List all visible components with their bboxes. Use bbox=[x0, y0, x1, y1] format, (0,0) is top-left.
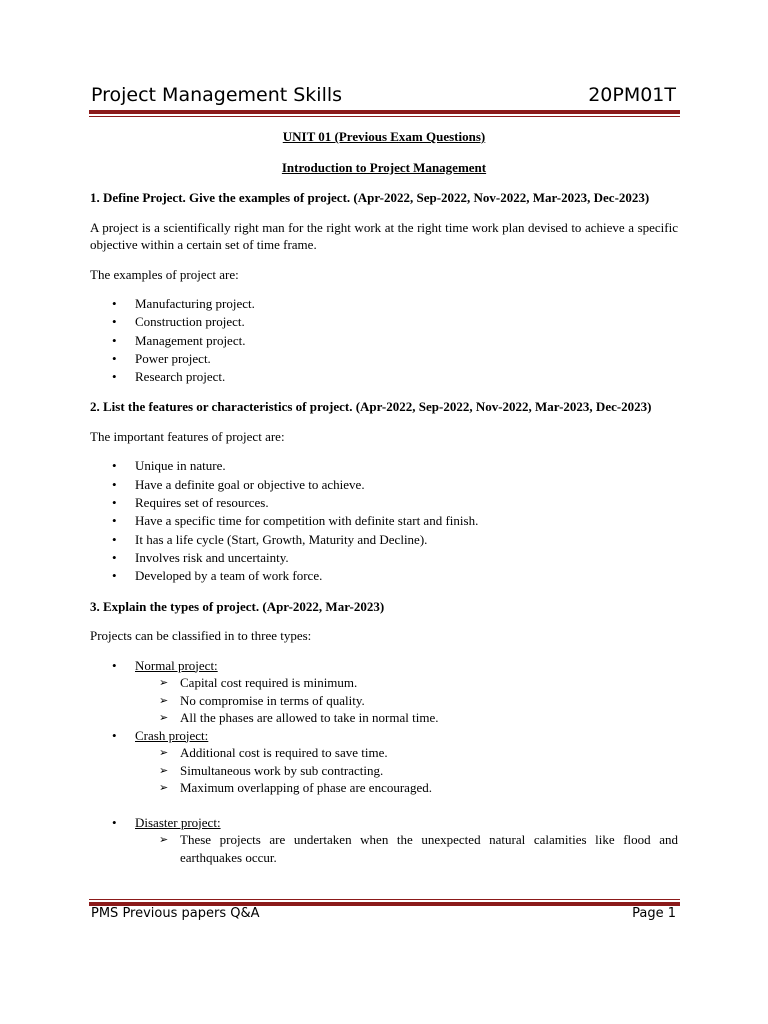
crash-points bbox=[135, 744, 678, 797]
header-title: Project Management Skills bbox=[91, 84, 343, 106]
normal-points bbox=[135, 674, 678, 727]
question-3: 3. Explain the types of project. (Apr-2022, Mar-2023) bbox=[90, 598, 385, 614]
project-type-name: Disaster project: bbox=[135, 814, 221, 830]
header-rule-thick bbox=[89, 110, 680, 114]
list-item: • Construction project. bbox=[90, 313, 678, 331]
list-item: • Research project. bbox=[90, 368, 678, 386]
header-course-code: 20PM01T bbox=[588, 84, 676, 106]
list-item: ➢ Capital cost required is minimum. bbox=[135, 674, 678, 692]
types-intro: Projects can be classified in to three types: bbox=[90, 628, 312, 644]
page-number: Page 1 bbox=[632, 906, 676, 921]
list-item: • Requires set of resources. bbox=[90, 494, 678, 512]
features-intro: The important features of project are: bbox=[90, 428, 285, 444]
examples-list bbox=[90, 295, 678, 386]
header-rule-thin bbox=[89, 116, 680, 117]
footer-rule-thin bbox=[89, 899, 680, 900]
unit-title: UNIT 01 (Previous Exam Questions) bbox=[282, 129, 486, 144]
question-1: 1. Define Project. Give the examples of project. (Apr-2022, Sep-2022, Nov-2022, Mar-2023, Dec-2023) bbox=[90, 190, 650, 205]
project-type-normal bbox=[90, 657, 678, 727]
list-item: • Manufacturing project. bbox=[90, 295, 678, 313]
examples-intro: The examples of project are: bbox=[90, 266, 239, 282]
list-item: ➢ No compromise in terms of quality. bbox=[135, 692, 678, 710]
list-item: ➢ Simultaneous work by sub contracting. bbox=[135, 762, 678, 780]
list-item: • Developed by a team of work force. bbox=[90, 567, 678, 585]
list-item: • Have a definite goal or objective to achieve. bbox=[90, 476, 678, 494]
list-item: • Power project. bbox=[90, 350, 678, 368]
list-item: • It has a life cycle (Start, Growth, Maturity and Decline). bbox=[90, 531, 678, 549]
section-title: Introduction to Project Management bbox=[281, 159, 487, 175]
list-item: ➢ Additional cost is required to save time. bbox=[135, 744, 678, 762]
list-item: ➢ Maximum overlapping of phase are encouraged. bbox=[135, 779, 678, 797]
list-item: ➢ All the phases are allowed to take in normal time. bbox=[135, 709, 678, 727]
list-item: ➢ These projects are undertaken when the unexpected natural calamities like flood and earthquakes occur. bbox=[135, 831, 678, 866]
project-type-name: Crash project: bbox=[135, 727, 209, 743]
answer-1: A project is a scientifically right man for the right work at the right time work plan devised to achieve a specific objective within a certain set of time frame. bbox=[90, 219, 678, 252]
page-header bbox=[90, 84, 678, 110]
types-list bbox=[90, 657, 678, 867]
list-item: • Unique in nature. bbox=[90, 457, 678, 475]
page-content bbox=[90, 128, 678, 866]
project-type-name: Normal project: bbox=[135, 657, 218, 673]
footer-label: PMS Previous papers Q&A bbox=[91, 906, 260, 921]
list-item: • Involves risk and uncertainty. bbox=[90, 549, 678, 567]
project-type-crash bbox=[90, 727, 678, 797]
project-type-disaster bbox=[90, 814, 678, 867]
disaster-points bbox=[135, 831, 678, 866]
features-list bbox=[90, 457, 678, 585]
list-item: • Have a specific time for competition with definite start and finish. bbox=[90, 512, 678, 530]
list-item: • Management project. bbox=[90, 332, 678, 350]
question-2: 2. List the features or characteristics of project. (Apr-2022, Sep-2022, Nov-2022, Mar-2023, Dec-2023) bbox=[90, 399, 652, 415]
